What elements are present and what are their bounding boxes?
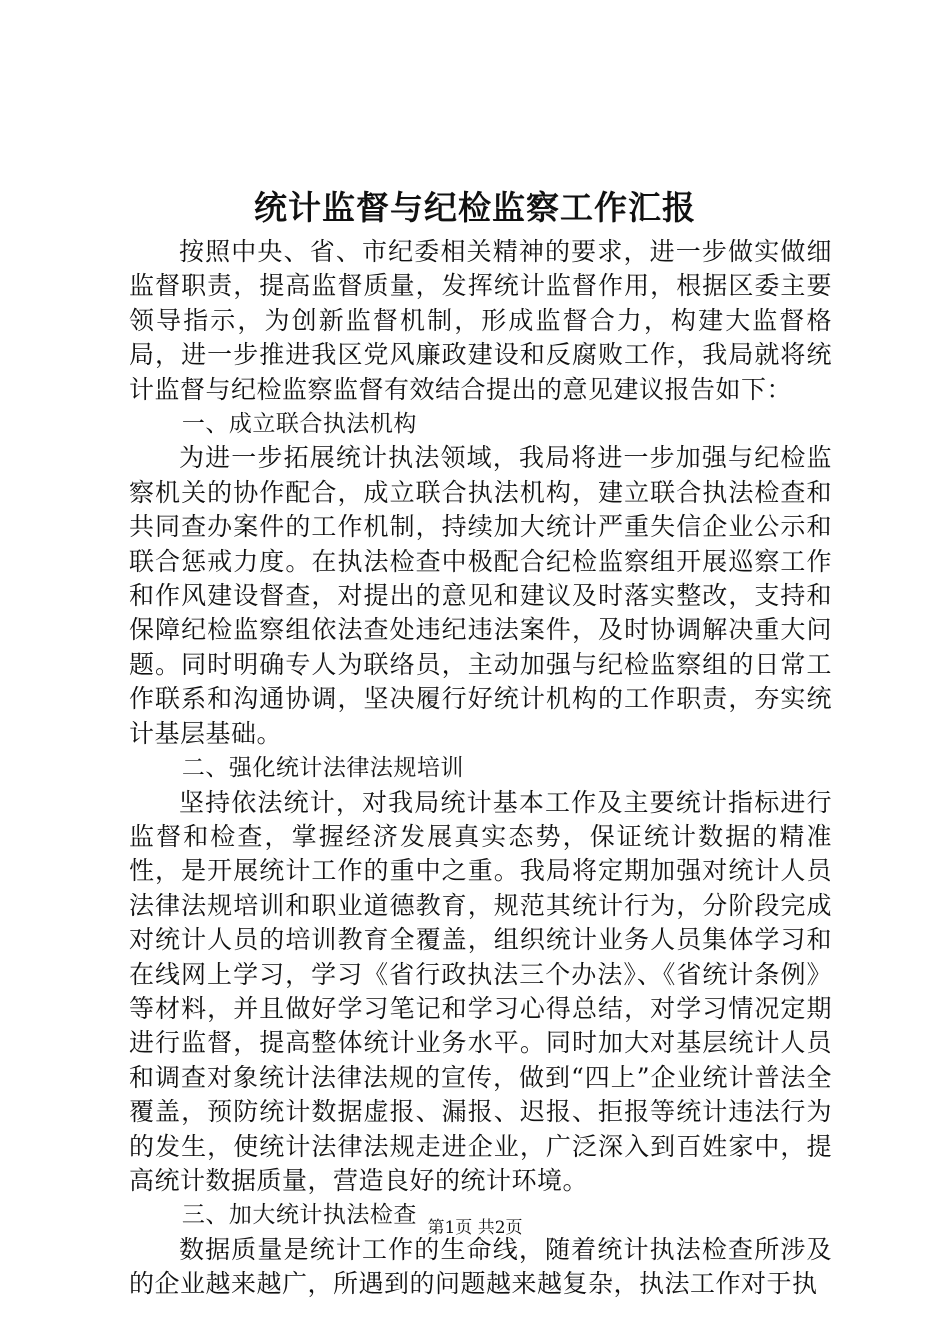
section-body-3: 数据质量是统计工作的生命线，随着统计执法检查所涉及的企业越来越广，所遇到的问题越来越复杂，执法工作对于执 (129, 1234, 832, 1299)
section-heading-2: 二、强化统计法律法规培训 (181, 755, 464, 782)
document-title: 统计监督与纪检监察工作汇报 (254, 188, 696, 227)
page-number-footer: 第1页 共2页 (427, 1218, 523, 1238)
section-body-2: 坚持依法统计，对我局统计基本工作及主要统计指标进行监督和检查，掌握经济发展真实态势，保证统计数据的精准性，是开展统计工作的重中之重。我局将定期加强对统计人员法律法规培训和职业道德教育，规范其统计行为，分阶段完成对统计人员的培训教育全覆盖，组织统计业务人员集体学习和在线网上学习，学习《省行政执法三个办法》、《省统计条例》等材料，并且做好学习笔记和学习心得总结，对学习情况定期进行监督，提高整体统计业务水平。同时加大对基层统计人员和调查对象统计法律法规的宣传，做到“四上”企业统计普法全覆盖，预防统计数据虚报、漏报、迟报、拒报等统计违法行为的发生，使统计法律法规走进企业，广泛深入到百姓家中，提高统计数据质量，营造良好的统计环境。 (129, 787, 832, 1195)
section-heading-1: 一、成立联合执法机构 (181, 411, 417, 438)
section-body-1: 为进一步拓展统计执法领域，我局将进一步加强与纪检监察机关的协作配合，成立联合执法机构，建立联合执法检查和共同查办案件的工作机制，持续加大统计严重失信企业公示和联合惩戒力度。在执法检查中极配合纪检监察组开展巡察工作和作风建设督查，对提出的意见和建议及时落实整改，支持和保障纪检监察组依法查处违纪违法案件，及时协调解决重大问题。同时明确专人为联络员，主动加强与纪检监察组的日常工作联系和沟通协调，坚决履行好统计机构的工作职责，夯实统计基层基础。 (129, 443, 832, 748)
document-body (129, 235, 832, 1302)
intro-paragraph: 按照中央、省、市纪委相关精神的要求，进一步做实做细监督职责，提高监督质量，发挥统计监督作用，根据区委主要领导指示，为创新监督机制，形成监督合力，构建大监督格局，进一步推进我区党风廉政建设和反腐败工作，我局就将统计监督与纪检监察监督有效结合提出的意见建议报告如下： (129, 237, 832, 404)
section-heading-3: 三、加大统计执法检查 (181, 1202, 417, 1229)
